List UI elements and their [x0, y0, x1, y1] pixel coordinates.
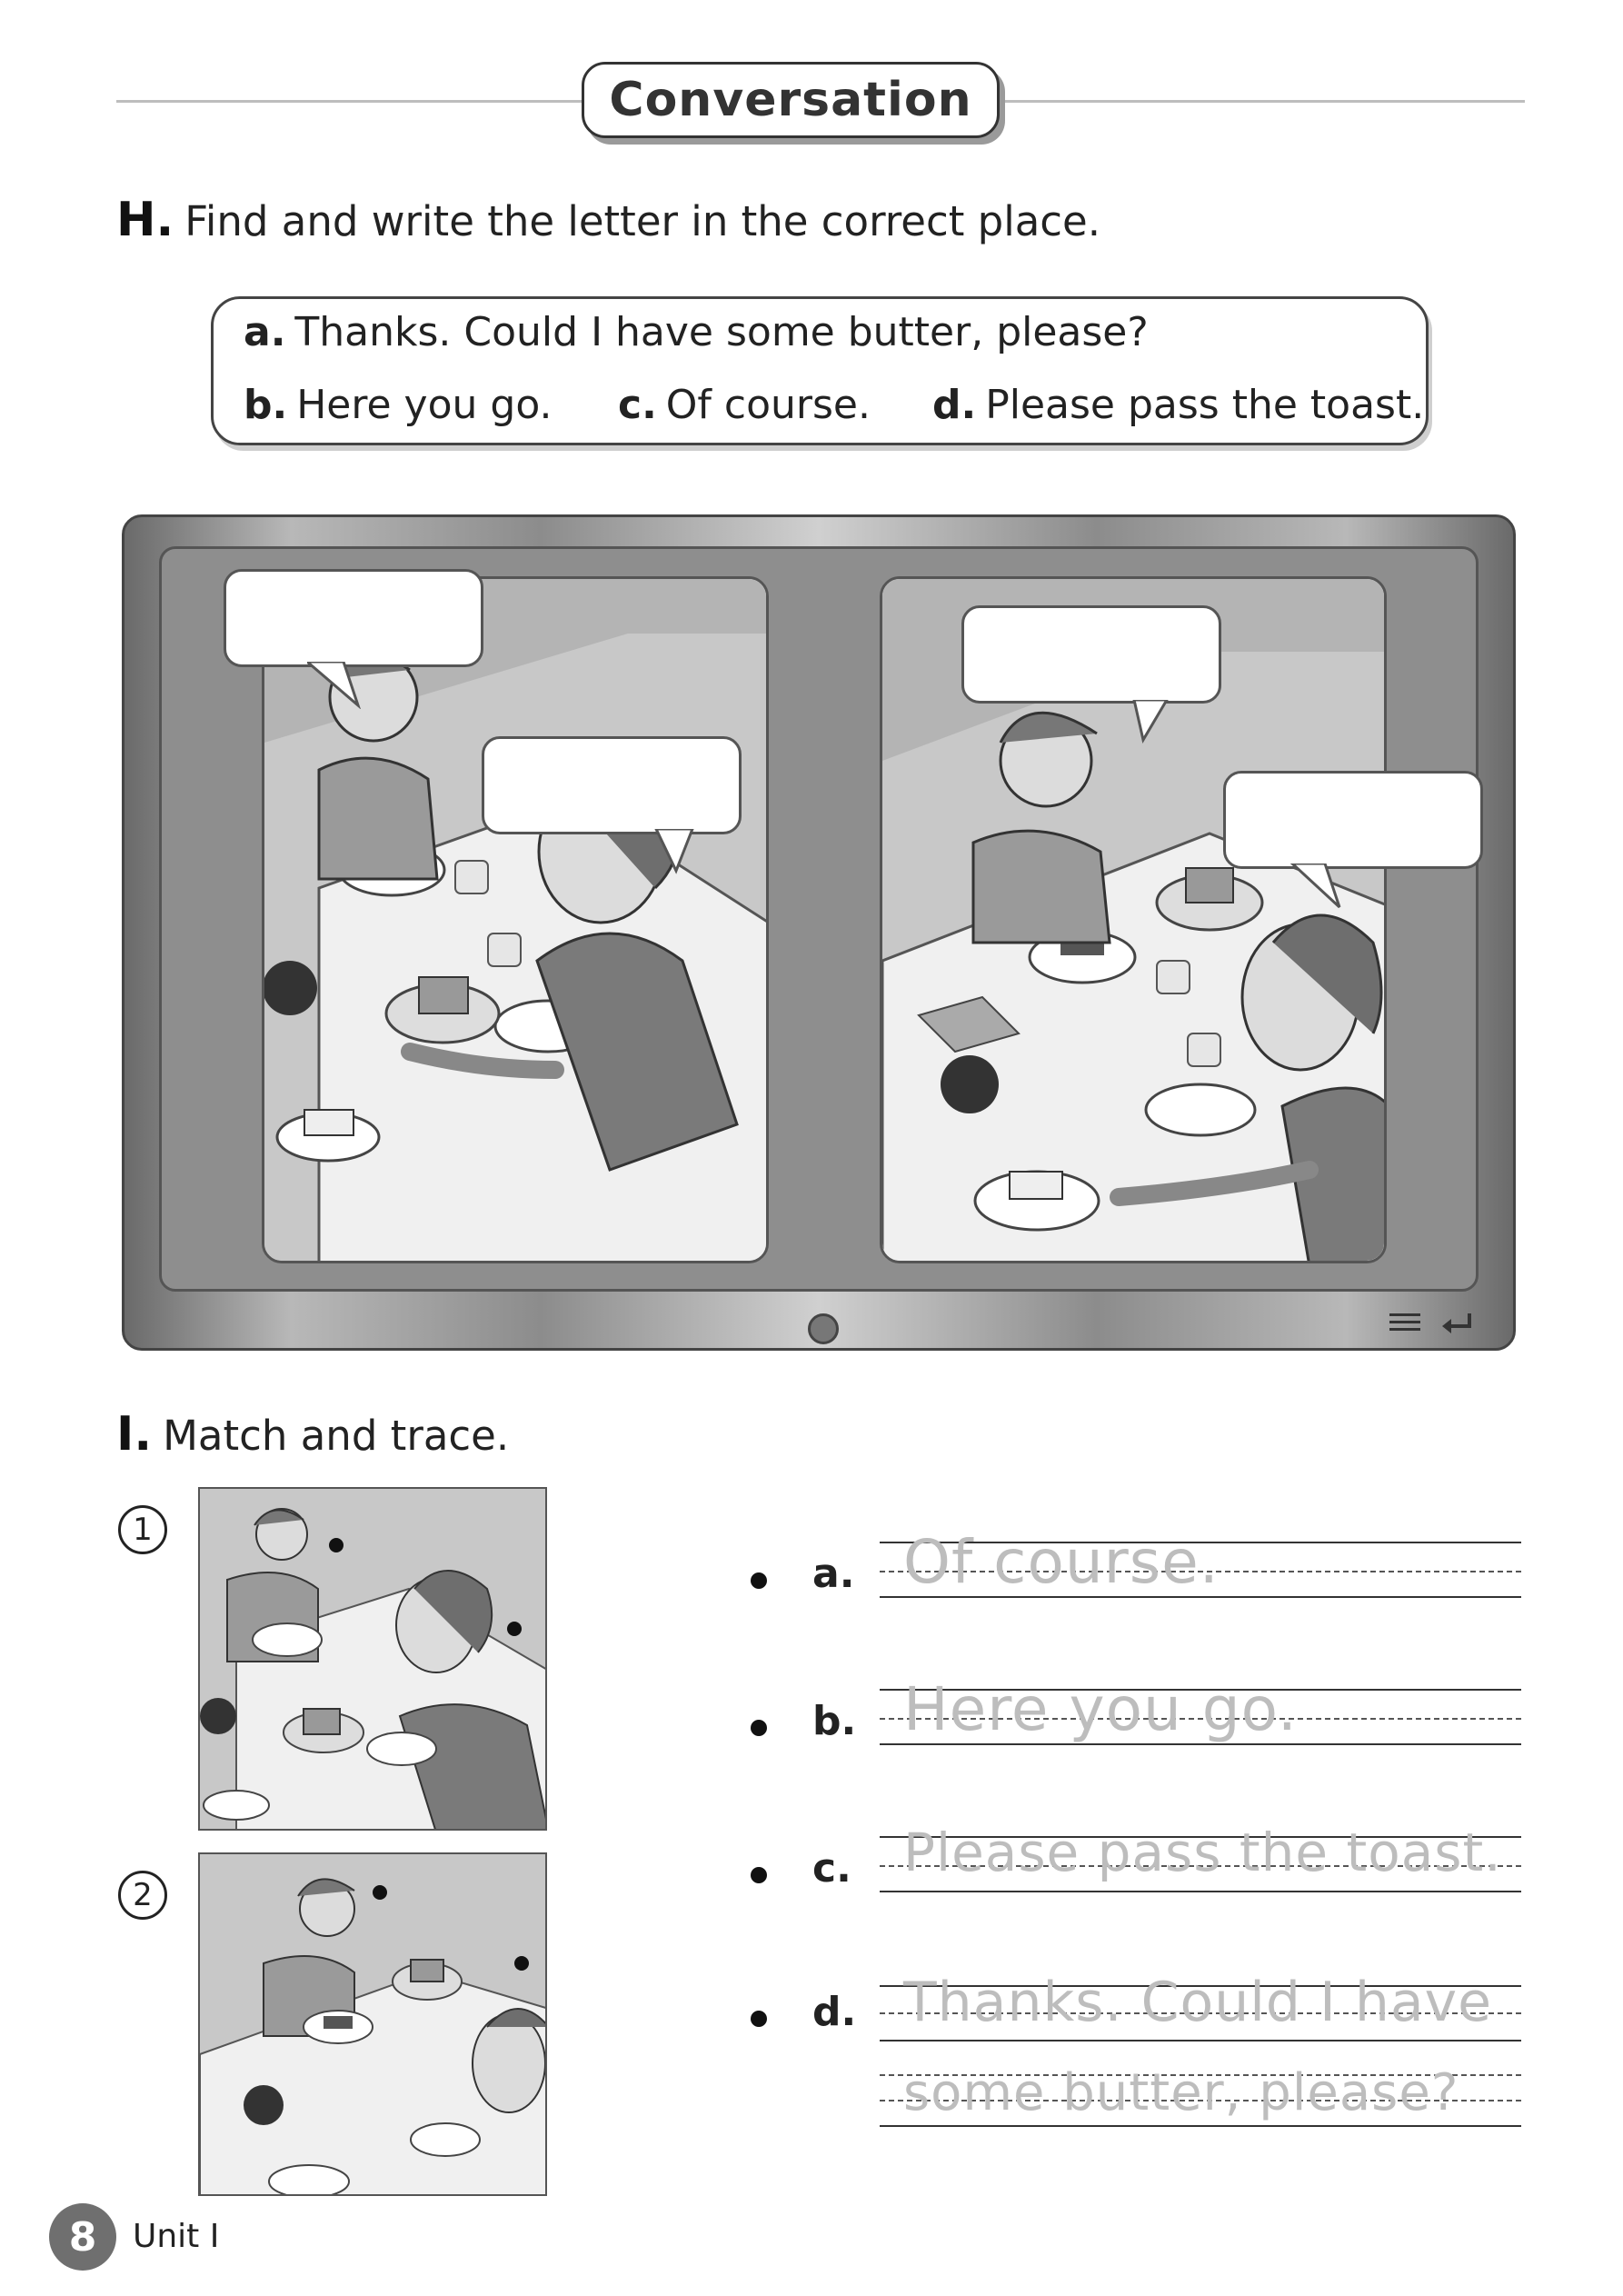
- answer-c-match-dot[interactable]: [751, 1867, 767, 1883]
- unit-label: Unit I: [133, 2218, 220, 2255]
- tablet-frame: [122, 514, 1516, 1351]
- option-c-letter: c.: [618, 382, 657, 428]
- answer-c-trace-text[interactable]: Please pass the toast.: [903, 1822, 1502, 1883]
- section-h-instruction: Find and write the letter in the correct place.: [184, 197, 1101, 245]
- back-arrow-icon: [1439, 1308, 1475, 1335]
- speech-bubble-tail: [652, 829, 698, 874]
- answer-d-trace-line-1[interactable]: Thanks. Could I have: [903, 1971, 1493, 2034]
- answer-a-match-dot[interactable]: [751, 1572, 767, 1589]
- answer-b-trace-text[interactable]: Here you go.: [903, 1674, 1298, 1744]
- section-h-heading: [116, 193, 1100, 247]
- option-d-letter: d.: [932, 382, 977, 428]
- header-rule-right: [998, 100, 1525, 103]
- option-a-letter: a.: [244, 309, 286, 355]
- answer-d-match-dot[interactable]: [751, 2011, 767, 2027]
- answer-a-trace-text[interactable]: Of course.: [903, 1527, 1220, 1597]
- option-a-text: Thanks. Could I have some butter, please?: [294, 309, 1149, 355]
- page-title: Conversation: [609, 73, 972, 127]
- option-c-text: Of course.: [665, 382, 871, 428]
- option-b-letter: b.: [244, 382, 288, 428]
- answer-b-match-dot[interactable]: [751, 1720, 767, 1736]
- trace-line-base: [880, 1891, 1521, 1892]
- option-b-text: Here you go.: [296, 382, 553, 428]
- section-i-instruction: Match and trace.: [163, 1412, 510, 1460]
- header-rule-left: [116, 100, 583, 103]
- speech-bubble-tail: [307, 662, 362, 709]
- speech-bubble-4[interactable]: [1223, 771, 1483, 869]
- breakfast-scene-illustration: [200, 1854, 547, 2196]
- picture-2-match-dot-top[interactable]: [373, 1885, 387, 1900]
- section-title-pill: [582, 62, 1000, 138]
- option-a: [244, 309, 1149, 355]
- speech-bubble-tail: [1130, 700, 1176, 744]
- answer-b-letter: b.: [812, 1698, 857, 1744]
- speech-bubble-1[interactable]: [224, 569, 483, 667]
- answer-d-trace-line-2[interactable]: some butter, please?: [903, 2063, 1459, 2122]
- menu-icon: [1389, 1313, 1420, 1331]
- option-d-text: Please pass the toast.: [985, 382, 1425, 428]
- trace-line-base: [880, 2040, 1521, 2041]
- option-c: [618, 382, 871, 428]
- tablet-screen: [159, 546, 1479, 1292]
- picture-2-match-dot-bottom[interactable]: [514, 1956, 529, 1971]
- picture-1-match-dot-top[interactable]: [329, 1538, 344, 1552]
- trace-line-base: [880, 2125, 1521, 2127]
- breakfast-scene-illustration: [200, 1489, 547, 1831]
- speech-bubble-2[interactable]: [482, 736, 742, 834]
- picture-number-2: 2: [118, 1871, 167, 1920]
- speech-bubble-3[interactable]: [961, 605, 1221, 704]
- answer-a-letter: a.: [812, 1551, 855, 1597]
- picture-2-thumbnail: [198, 1852, 547, 2196]
- section-i-heading: [116, 1407, 509, 1462]
- answer-d-letter: d.: [812, 1989, 857, 2035]
- page-number-badge: 8: [49, 2203, 116, 2271]
- tablet-home-button: [808, 1313, 839, 1344]
- picture-number-1: 1: [118, 1505, 167, 1554]
- option-b: [244, 382, 552, 428]
- section-h-letter: H.: [116, 193, 174, 247]
- option-d: [932, 382, 1424, 428]
- picture-1-match-dot-bottom[interactable]: [507, 1622, 522, 1636]
- picture-1-thumbnail: [198, 1487, 547, 1831]
- speech-bubble-tail: [1289, 863, 1343, 911]
- section-i-letter: I.: [116, 1407, 153, 1462]
- answer-c-letter: c.: [812, 1845, 851, 1892]
